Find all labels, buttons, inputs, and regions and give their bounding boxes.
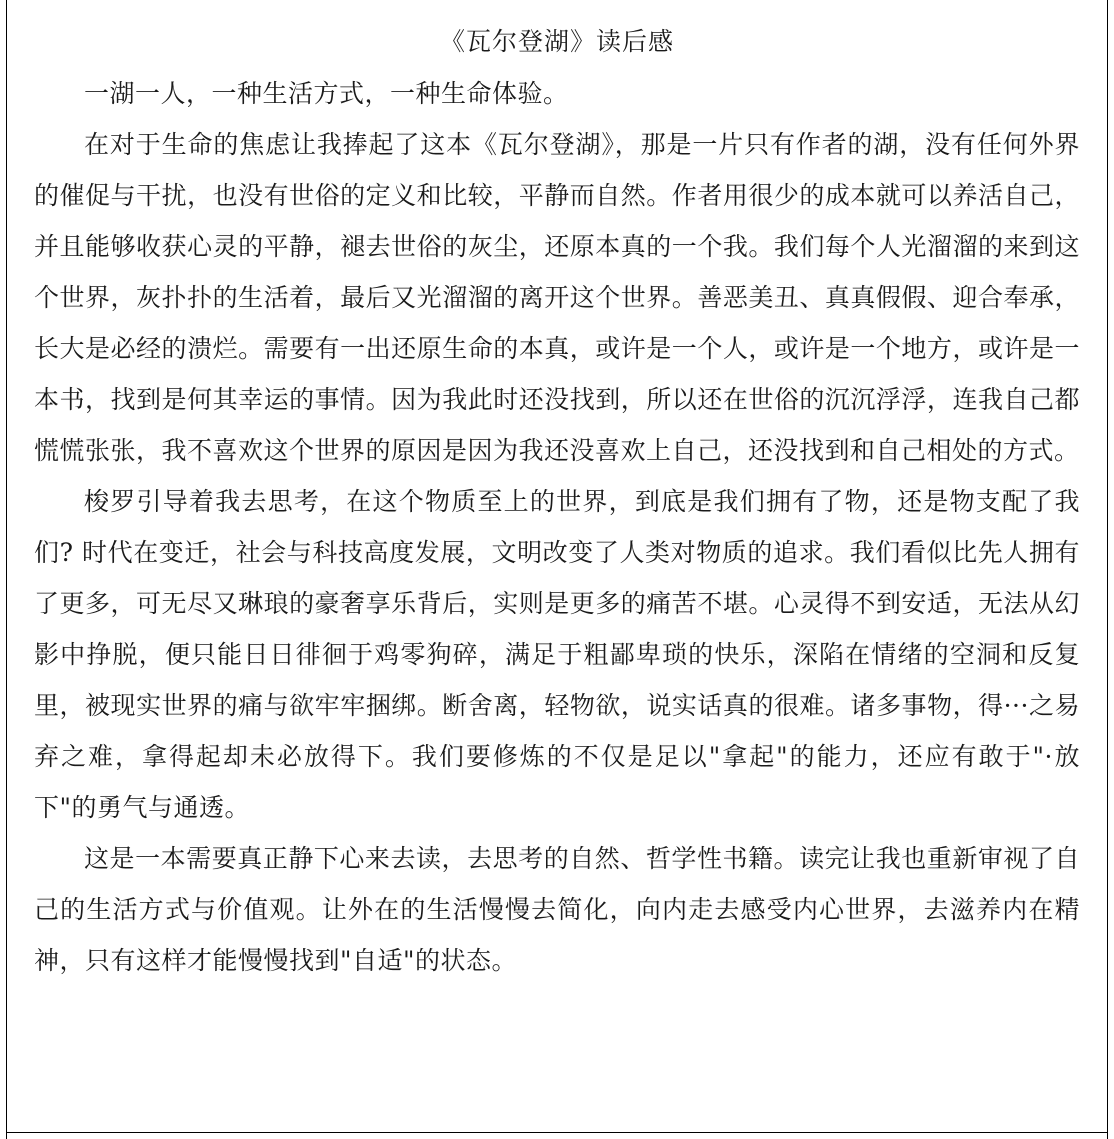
- document-title: 《瓦尔登湖》读后感: [439, 27, 674, 56]
- page-border-bottom: [6, 1132, 1108, 1133]
- paragraph-4: 这是一本需要真正静下心来去读，去思考的自然、哲学性书籍。读完让我也重新审视了自己的生活方式与价值观。让外在的生活慢慢去简化，向内走去感受内心世界，去滋养内在精神，只有这样才能慢慢找到"自适"的状态。: [34, 844, 1080, 975]
- paragraph-3: 梭罗引导着我去思考，在这个物质至上的世界，到底是我们拥有了物，还是物支配了我们? 时代在变迁，社会与科技高度发展，文明改变了人类对物质的追求。我们看似比先人拥有了更多，可无尽又琳琅的豪奢享乐背后，实则是更多的痛苦不堪。心灵得不到安适，无法从幻影中挣脱，便只能日日徘徊于鸡零狗碎，满足于粗鄙卑琐的快乐，深陷在情绪的空洞和反复里，被现实世界的痛与欲牢牢捆绑。断舍离，轻物欲，说实话真的很难。诸多事物，得···之易弃之难，拿得起却未必放得下。我们要修炼的不仅是足以"拿起"的能力，还应有敢于"·放下"的勇气与通透。: [34, 487, 1080, 822]
- paragraph-2: 在对于生命的焦虑让我捧起了这本《瓦尔登湖》，那是一片只有作者的湖，没有任何外界的催促与干扰，也没有世俗的定义和比较，平静而自然。作者用很少的成本就可以养活自己，并且能够收获心灵的平静，褪去世俗的灰尘，还原本真的一个我。我们每个人光溜溜的来到这个世界，灰扑扑的生活着，最后又光溜溜的离开这个世界。善恶美丑、真真假假、迎合奉承，长大是必经的溃烂。需要有一出还原生命的本真，或许是一个人，或许是一个地方，或许是一本书，找到是何其幸运的事情。因为我此时还没找到，所以还在世俗的沉沉浮浮，连我自己都慌慌张张，我不喜欢这个世界的原因是因为我还没喜欢上自己，还没找到和自己相处的方式。: [34, 130, 1080, 465]
- paragraph-1: 一湖一人，一种生活方式，一种生命体验。: [84, 79, 569, 108]
